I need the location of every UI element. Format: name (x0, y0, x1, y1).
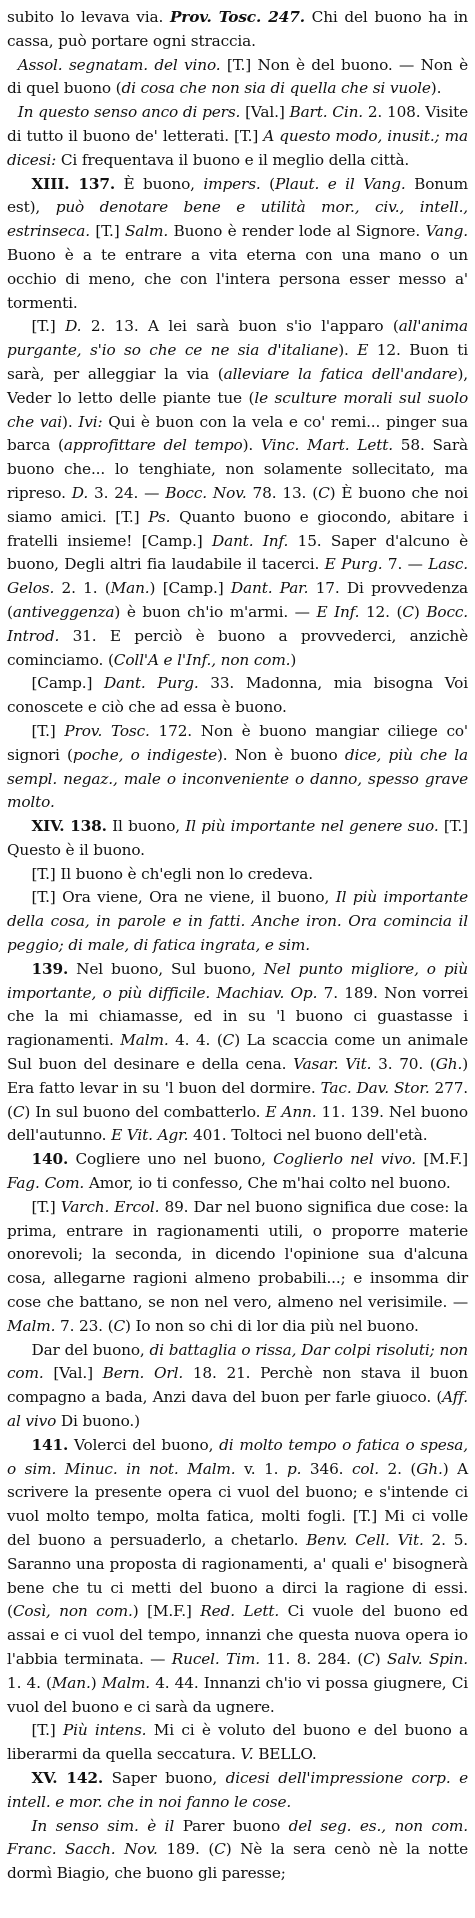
text-run: Dar del buono, (31, 1340, 150, 1359)
text-run: 401. Toltoci nel buono dell'età. (188, 1126, 428, 1145)
entry-paragraph (7, 54, 468, 102)
text-run: [T.] Il buono è ch'egli non lo credeva. (31, 864, 313, 883)
italic-text-run: Vang. (425, 222, 469, 241)
bold-text-run: 139. (31, 959, 69, 978)
text-run: 2. 1. ( (54, 579, 111, 598)
italic-text-run: Prov. Tosc. (64, 721, 150, 740)
text-run: ( (260, 174, 275, 193)
italic-text-run: Rucel. Tim. (171, 1649, 260, 1668)
text-run: BELLO. (253, 1745, 317, 1764)
italic-text-run: In questo senso anco di pers. (17, 103, 241, 122)
italic-text-run: C (113, 1316, 125, 1335)
text-run: ) La scaccia come un animale Sul buon del desinare e della cena. (7, 1031, 469, 1074)
italic-text-run: Bocc. Introd. (7, 602, 469, 645)
italic-text-run: Gh. (435, 1055, 463, 1074)
entry-139 (7, 958, 468, 1148)
entry-paragraph (7, 1339, 468, 1434)
italic-text-run: Coglierlo nel vivo. (273, 1150, 417, 1169)
entry-paragraph (7, 101, 468, 172)
entry-paragraph (7, 886, 468, 957)
italic-text-run: alleviare la fatica dell'andare (223, 364, 458, 383)
italic-text-run: Dant. Purg. (104, 674, 199, 693)
italic-text-run: Coll'A e l'Inf., non com. (113, 650, 291, 669)
text-run: Volerci del buono, (68, 1435, 220, 1454)
italic-text-run: D. (71, 483, 89, 502)
text-run: È buono, (115, 174, 204, 193)
text-run: subito lo levava via. (7, 8, 170, 26)
italic-text-run: p. (286, 1459, 302, 1478)
text-run: 4. 4. ( (168, 1031, 223, 1050)
italic-text-run: Gh. (416, 1459, 443, 1478)
text-run: [Val.] (43, 1364, 103, 1383)
text-run: 11. 8. 284. ( (259, 1649, 364, 1668)
text-run: Bonum est), (7, 174, 469, 217)
entry-paragraph (7, 1719, 468, 1767)
text-run: 33. Madonna, mia bisogna Voi conoscete e ciò che ad essa è buono. (7, 674, 468, 717)
text-run: 7. — (382, 555, 429, 574)
italic-text-run: E (357, 341, 369, 360)
bold-text-run: Prov. Tosc. 247. (169, 8, 305, 26)
text-run: 4. 44. Innanzi ch'io vi possa giugnere, Ci vuol del buono e ci sarà da ugnere. (7, 1673, 469, 1716)
text-run: [T.] Non è del buono. — Non è di quel buono ( (7, 55, 468, 98)
italic-text-run: Lasc. Gelos. (7, 555, 468, 598)
text-run: ) [M.F.] (132, 1602, 201, 1621)
text-run: [T.] Questo è il buono. (7, 817, 468, 859)
text-run: 17. Di provvedenza ( (7, 579, 469, 621)
italic-text-run: Salv. Spin. (386, 1649, 468, 1668)
text-run: ) (90, 1673, 102, 1692)
italic-text-run: Aff. al vivo (7, 1388, 468, 1431)
italic-text-run: Il più importante della cosa, in parole e in fatti. Anche iron. Ora comincia il peggio; di male, di fatica ingrata, e sim. (7, 888, 468, 955)
text-run: [T.] (31, 1721, 63, 1740)
italic-text-run: approfittare del tempo (63, 436, 243, 455)
text-run: Buono è a te entrare a vita eterna con una mano o un occhio di meno, che con l'intera persona esser messo a' tormenti. (7, 245, 468, 312)
bold-text-run: 141. (31, 1435, 69, 1454)
italic-text-run: Bart. Cin. (289, 103, 363, 122)
italic-text-run: Nel punto migliore, o più importante, o più difficile. (7, 959, 468, 1002)
text-run: 3. 70. ( (371, 1055, 436, 1074)
text-run: ) A scrivere la presente opera ci vuol del buono; e s'intende ci vuol molto tempo, molta fatica, molti fogli. [T.] Mi ci volle del buono a persuaderlo, a chetarlo. (7, 1459, 468, 1549)
text-run: ). (430, 79, 442, 98)
text-run: ). (242, 436, 262, 455)
italic-text-run: C (214, 1840, 226, 1859)
text-run: Amor, io ti confesso, Che m'hai colto nel buono. (84, 1174, 451, 1193)
text-run: Di buono.) (56, 1412, 140, 1431)
italic-text-run: E Purg. (324, 555, 383, 574)
text-run: 89. Dar nel buono significa due cose: la prima, entrare in ragionamenti utili, o proporre materie onorevoli; la seconda, in dicendo l'opinione sua d'alcuna cosa, allegarne ragioni almeno probabili...; e insomma dir cose che battano, se non nel vero, almeno nel verisimile. — (7, 1197, 468, 1312)
section-xv (7, 1767, 468, 1815)
entry-paragraph (7, 863, 468, 887)
italic-text-run: C (363, 1649, 375, 1668)
text-run: ) Io non so chi di lor dia più nel buono. (125, 1316, 419, 1335)
italic-text-run: Il più importante nel genere suo. (185, 817, 439, 836)
italic-text-run: C (12, 1102, 25, 1121)
text-run: Saper buono, (103, 1768, 226, 1787)
text-run: ) è buon ch'io m'armi. — (114, 602, 317, 621)
text-run: 2. ( (378, 1459, 417, 1478)
text-run: ), Veder lo letto delle piante tue ( (7, 364, 468, 407)
italic-text-run: Benv. Cell. Vit. (306, 1531, 424, 1549)
text-run: 277. ( (7, 1078, 468, 1121)
italic-text-run: Ps. (148, 507, 171, 526)
italic-text-run: Malm. (101, 1673, 151, 1692)
text-run: 3. 24. — (88, 483, 166, 502)
text-run: [T.] (89, 222, 125, 241)
section-xiii (7, 173, 468, 316)
italic-text-run: D. (65, 317, 82, 336)
text-run: 2. 108. Visite di tutto il buono de' letterati. [T.] (7, 103, 469, 145)
text-run: 18. 21. Perchè non stava il buon compagno a bada, Anzi dava del buon per farle giuoco. ( (7, 1364, 469, 1407)
italic-text-run: Bern. Orl. (102, 1364, 184, 1383)
entry-paragraph (7, 315, 468, 672)
text-run: [Val.] (240, 103, 290, 122)
bold-text-run: XV. 142. (31, 1768, 104, 1787)
text-run: 11. 139. Nel buono dell'autunno. (7, 1102, 468, 1145)
entry-140 (7, 1148, 468, 1196)
italic-text-run: Vasar. Vit. (293, 1055, 372, 1074)
text-run: Il buono, (106, 817, 186, 836)
italic-text-run: Man. (110, 579, 150, 598)
italic-text-run: E Ann. (265, 1102, 317, 1121)
text-run: 12. Buon ti sarà, per alleggiar la via ( (7, 341, 469, 383)
text-run: Buono è render lode al Signore. (168, 222, 426, 241)
text-run: Nel buono, Sul buono, (68, 959, 264, 978)
italic-text-run: A questo modo, inusit.; ma dicesi: (7, 126, 468, 169)
text-run: 346. (301, 1459, 352, 1478)
text-run: Cogliere uno nel buono, (68, 1150, 274, 1169)
italic-text-run: Assol. segnatam. del vino. (17, 55, 221, 74)
text-run: Mi ci è voluto del buono e del buono a liberarmi da quella seccatura. (7, 1721, 468, 1764)
italic-text-run: antiveggenza (12, 602, 115, 621)
italic-text-run: può denotare bene e utilità mor., civ., intell., estrinseca. (7, 198, 469, 241)
italic-text-run: V. (240, 1745, 254, 1764)
text-run: 15. Saper d'alcuno è buono, Degli altri fia laudabile il tacerci. (7, 531, 468, 574)
italic-text-run: E Inf. (316, 602, 360, 621)
bold-text-run: XIV. 138. (31, 817, 107, 836)
italic-text-run: di battaglia o rissa, Dar colpi risoluti; non com. (7, 1340, 468, 1383)
entry-paragraph (7, 720, 468, 815)
text-run: ) (413, 602, 427, 621)
entry-paragraph (7, 6, 468, 54)
text-run: 1. 4. ( (7, 1673, 52, 1692)
bold-text-run: XIII. 137. (31, 174, 115, 193)
text-run: Quanto buono e giocondo, abitare i fratelli insieme! [Camp.] (7, 507, 468, 550)
text-run: ) [Camp.] (149, 579, 231, 598)
italic-text-run: Dant. Inf. (211, 531, 289, 550)
italic-text-run: In senso sim. è il (31, 1816, 175, 1835)
text-run: ) (374, 1649, 387, 1668)
text-run: [Camp.] (31, 674, 105, 693)
italic-text-run: C (318, 483, 330, 502)
italic-text-run: C (222, 1031, 235, 1050)
text-run: ). (338, 341, 358, 360)
text-run: 58. Sarà buono che... lo tenghiate, non solamente sollecitato, ma ripreso. (7, 436, 468, 502)
italic-text-run: E Vit. Agr. (111, 1126, 189, 1145)
italic-text-run: Fag. Com. (7, 1174, 85, 1193)
italic-text-run: Malm. (120, 1031, 169, 1050)
italic-text-run: Più intens. (62, 1721, 147, 1740)
text-run: 172. Non è buono mangiar ciliege co' signori ( (7, 721, 468, 764)
italic-text-run: Dant. Par. (230, 579, 309, 598)
italic-text-run: all'anima purgante, s'io so che ce ne sia d'italiane (7, 317, 468, 360)
text-run: ) In sul buono del combatterlo. (24, 1102, 266, 1121)
text-run: Chi del buono ha in cassa, può portare ogni straccia. (7, 8, 469, 50)
text-run: Parer buono (174, 1816, 289, 1835)
italic-text-run: Plaut. e il Vang. (274, 174, 406, 193)
italic-text-run: Salm. (124, 222, 169, 241)
text-run: Ci frequentava il buono e il meglio della città. (56, 150, 410, 169)
italic-text-run: impers. (203, 174, 261, 193)
text-run: Qui è buon con la vela e co' remi... pinger sua barca ( (7, 412, 468, 455)
text-run: Ci vuole del buono ed assai e ci vuol del tempo, innanzi che questa nuova opera io l'abbia terminata. — (7, 1602, 468, 1668)
italic-text-run: dicesi dell'impressione corp. e intell. e mor. che in noi fanno le cose. (7, 1768, 468, 1811)
italic-text-run: Bocc. Nov. (165, 483, 247, 502)
text-run: 78. 13. ( (246, 483, 319, 502)
italic-text-run: Man. (51, 1673, 91, 1692)
text-run: [T.] (31, 721, 65, 740)
text-run: 7. 23. ( (55, 1316, 114, 1335)
italic-text-run: Varch. Ercol. (60, 1197, 160, 1216)
italic-text-run: del seg. es., non com. Franc. Sacch. Nov. (7, 1816, 468, 1859)
italic-text-run: le sculture morali sul suolo che vai (7, 388, 469, 431)
italic-text-run: C (402, 602, 414, 621)
text-run: [T.] (31, 1197, 61, 1216)
text-run: v. 1. (235, 1459, 287, 1478)
italic-text-run: Malm. (7, 1316, 56, 1335)
italic-text-run: Vinc. Mart. Lett. (261, 436, 393, 455)
text-run: 2. 5. Saranno una proposta di ragionamenti, a' quali e' bisognerà bene che tu ci metti del buono a dirci la ragione di essi. ( (7, 1531, 468, 1621)
italic-text-run: Tac. Dav. Stor. (320, 1078, 430, 1097)
text-run: ) (290, 650, 297, 669)
italic-text-run: di cosa che non sia di quella che si vuole (121, 79, 431, 98)
text-run: 7. 189. Non vorrei che la mi chiamasse, ed in su 'l buono ci guastasse i ragionamenti. (7, 983, 468, 1050)
italic-text-run: Red. Lett. (200, 1602, 280, 1621)
entry-paragraph (7, 1196, 468, 1339)
italic-text-run: Così, non com. (12, 1602, 133, 1621)
text-run: [M.F.] (416, 1150, 468, 1169)
italic-text-run: dice, più che la sempl. negaz., male o inconveniente o danno, spesso grave molto. (7, 745, 468, 812)
italic-text-run: Machiav. Op. (216, 983, 318, 1002)
text-run: ) Nè la sera cenò nè la notte dormì Biagio, che buono gli paresse; (7, 1840, 468, 1883)
italic-text-run: poche, o indigeste (72, 745, 217, 764)
text-run: ). (62, 412, 79, 431)
entry-paragraph (7, 672, 468, 720)
text-run: [T.] (31, 317, 66, 336)
text-run: ) Era fatto levar in su 'l buon del dormire. (7, 1055, 469, 1097)
text-run: 31. E perciò è buono a provvederci, anzichè cominciamo. ( (7, 626, 468, 669)
italic-text-run: di molto tempo o fatica o spesa, o sim. Minuc. in not. Malm. (7, 1435, 468, 1478)
text-run: 189. ( (157, 1840, 215, 1859)
italic-text-run: Ivi: (78, 412, 103, 431)
text-run: [T.] Ora viene, Ora ne viene, il buono, (31, 888, 336, 907)
entry-paragraph (7, 1815, 468, 1886)
text-run: ) È buono che noi siamo amici. [T.] (7, 483, 468, 526)
italic-text-run: col. (351, 1459, 379, 1478)
text-run: ). Non è buono (216, 745, 345, 764)
entry-141 (7, 1434, 468, 1720)
text-run: 2. 13. A lei sarà buon s'io l'apparo ( (81, 317, 399, 336)
section-xiv (7, 815, 468, 863)
bold-text-run: 140. (31, 1150, 69, 1169)
text-run: 12. ( (359, 602, 403, 621)
